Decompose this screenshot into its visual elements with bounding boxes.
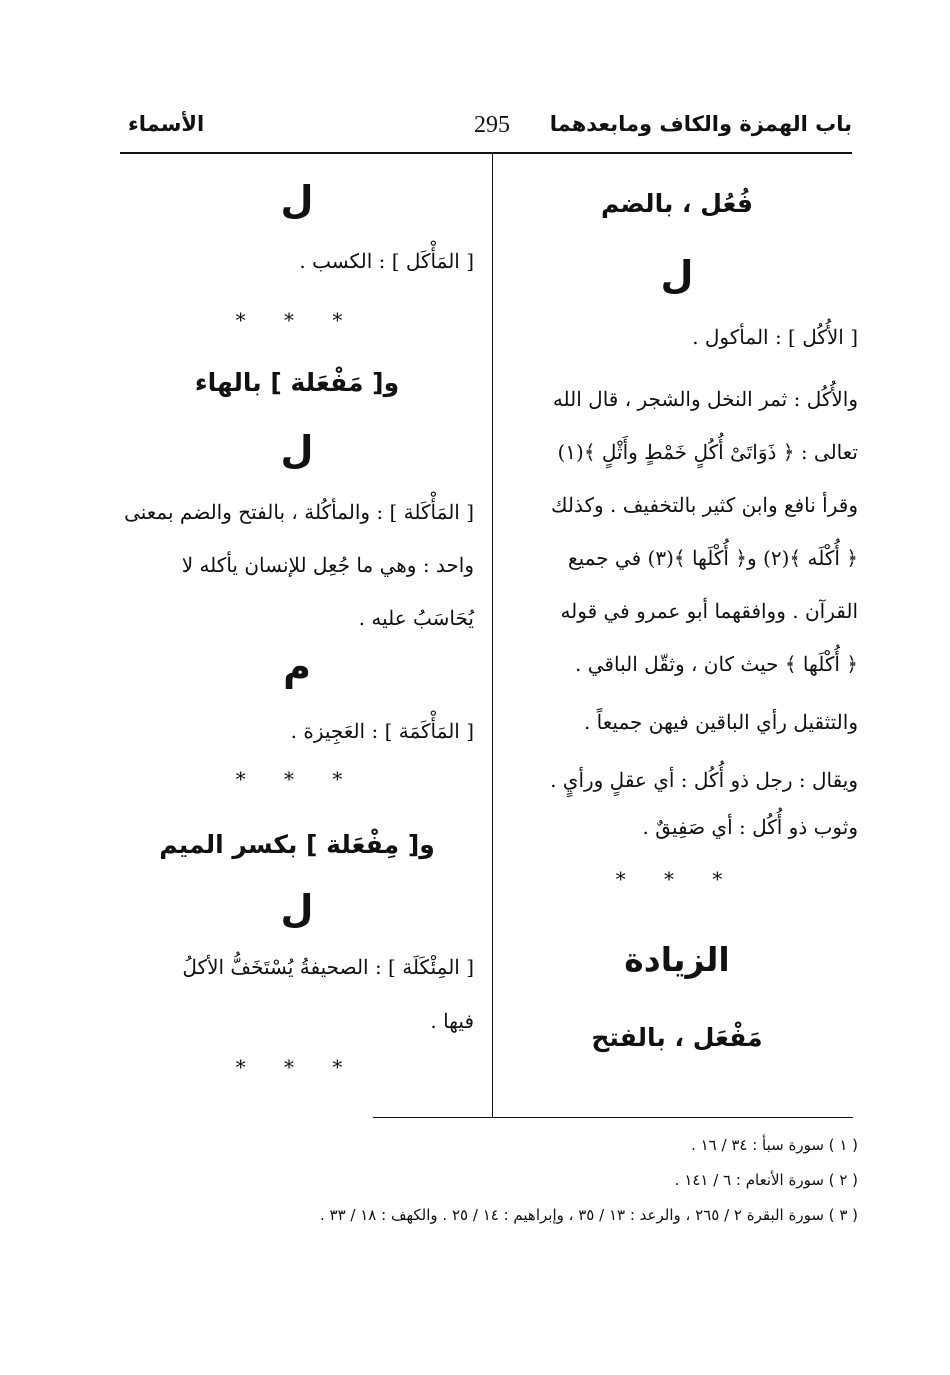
- column-divider: [492, 154, 493, 1118]
- para-line: ﴿ أُكْلَه ﴾(٢) و﴿ أُكْلَها ﴾(٣) في جميع: [567, 546, 858, 570]
- page-number: 295: [474, 112, 510, 138]
- separator-stars: * * *: [235, 308, 359, 332]
- footnote-rule: [373, 1117, 853, 1118]
- heading-maf3ala: و[ مَفْعَلة ] بالهاء: [194, 368, 400, 397]
- heading-maf3al: مَفْعَل ، بالفتح: [591, 1023, 763, 1052]
- para-line: وقرأ نافع وابن كثير بالتخفيف . وكذلك: [551, 493, 858, 517]
- para-line: والأُكُل : ثمر النخل والشجر ، قال الله: [552, 387, 858, 411]
- para-line: والتثقيل رأي الباقين فيهن جميعاً .: [583, 710, 858, 734]
- para-line: تعالى : ﴿ ذَوَاتَىْ أُكُلٍ خَمْطٍ وأَثْلٍ ﴾(١): [557, 440, 858, 464]
- footnote-3: ( ٣ ) سورة البقرة ٢ / ٢٦٥ ، والرعد : ١٣ / ٣٥ ، وإبراهيم : ١٤ / ٢٥ . والكهف : ١٨ / ٣٣ .: [319, 1206, 858, 1224]
- separator-stars: * * *: [235, 767, 359, 791]
- separator-stars: * * *: [615, 867, 739, 891]
- header-rule: [120, 152, 852, 154]
- entry-makala: [ المَأْكَلة ] : والمأكُلة ، بالفتح والضم بمعنى: [124, 500, 474, 524]
- entry-line: فيها .: [430, 1009, 474, 1033]
- footnote-2: ( ٢ ) سورة الأنعام : ٦ / ١٤١ .: [674, 1171, 858, 1189]
- heading-mif3ala: و[ مِفْعَلة ] بكسر الميم: [159, 830, 435, 859]
- heading-fu3ul: فُعُل ، بالضم: [600, 189, 754, 218]
- para-line: ﴿ أُكْلَها ﴾ حيث كان ، وثقّل الباقي .: [575, 652, 858, 676]
- entry-makama: [ المَأْكَمَة ] : العَجِيزة .: [290, 719, 474, 743]
- letter-mim: م: [283, 645, 311, 689]
- entry-ukul: [ الأُكُل ] : المأكول .: [692, 325, 858, 349]
- entry-line: يُحَاسَبُ عليه .: [358, 606, 474, 630]
- para-line: القرآن . ووافقهما أبو عمرو في قوله: [560, 599, 858, 623]
- entry-makal: [ المَأْكَل ] : الكسب .: [299, 249, 474, 273]
- letter-lam: ل: [280, 887, 314, 931]
- letter-lam: ل: [660, 253, 694, 297]
- para-line: وثوب ذو أُكُل : أي صَفِيقٌ .: [642, 815, 858, 839]
- heading-ziyada: الزيادة: [624, 940, 730, 979]
- letter-lam: ل: [280, 178, 314, 222]
- running-header-title: باب الهمزة والكاف ومابعدهما: [549, 112, 852, 136]
- running-header-section: الأسماء: [128, 112, 205, 136]
- entry-line: واحد : وهي ما جُعِل للإنسان يأكله لا: [181, 553, 474, 577]
- entry-mikala: [ المِئْكَلَة ] : الصحيفةُ يُسْتَخَفُّ الأكلُ: [182, 955, 474, 979]
- letter-lam: ل: [280, 428, 314, 472]
- para-line: ويقال : رجل ذو أُكُل : أي عقلٍ ورأيٍ .: [550, 768, 858, 792]
- separator-stars: * * *: [235, 1055, 359, 1079]
- footnote-1: ( ١ ) سورة سبأ : ٣٤ / ١٦ .: [691, 1136, 858, 1154]
